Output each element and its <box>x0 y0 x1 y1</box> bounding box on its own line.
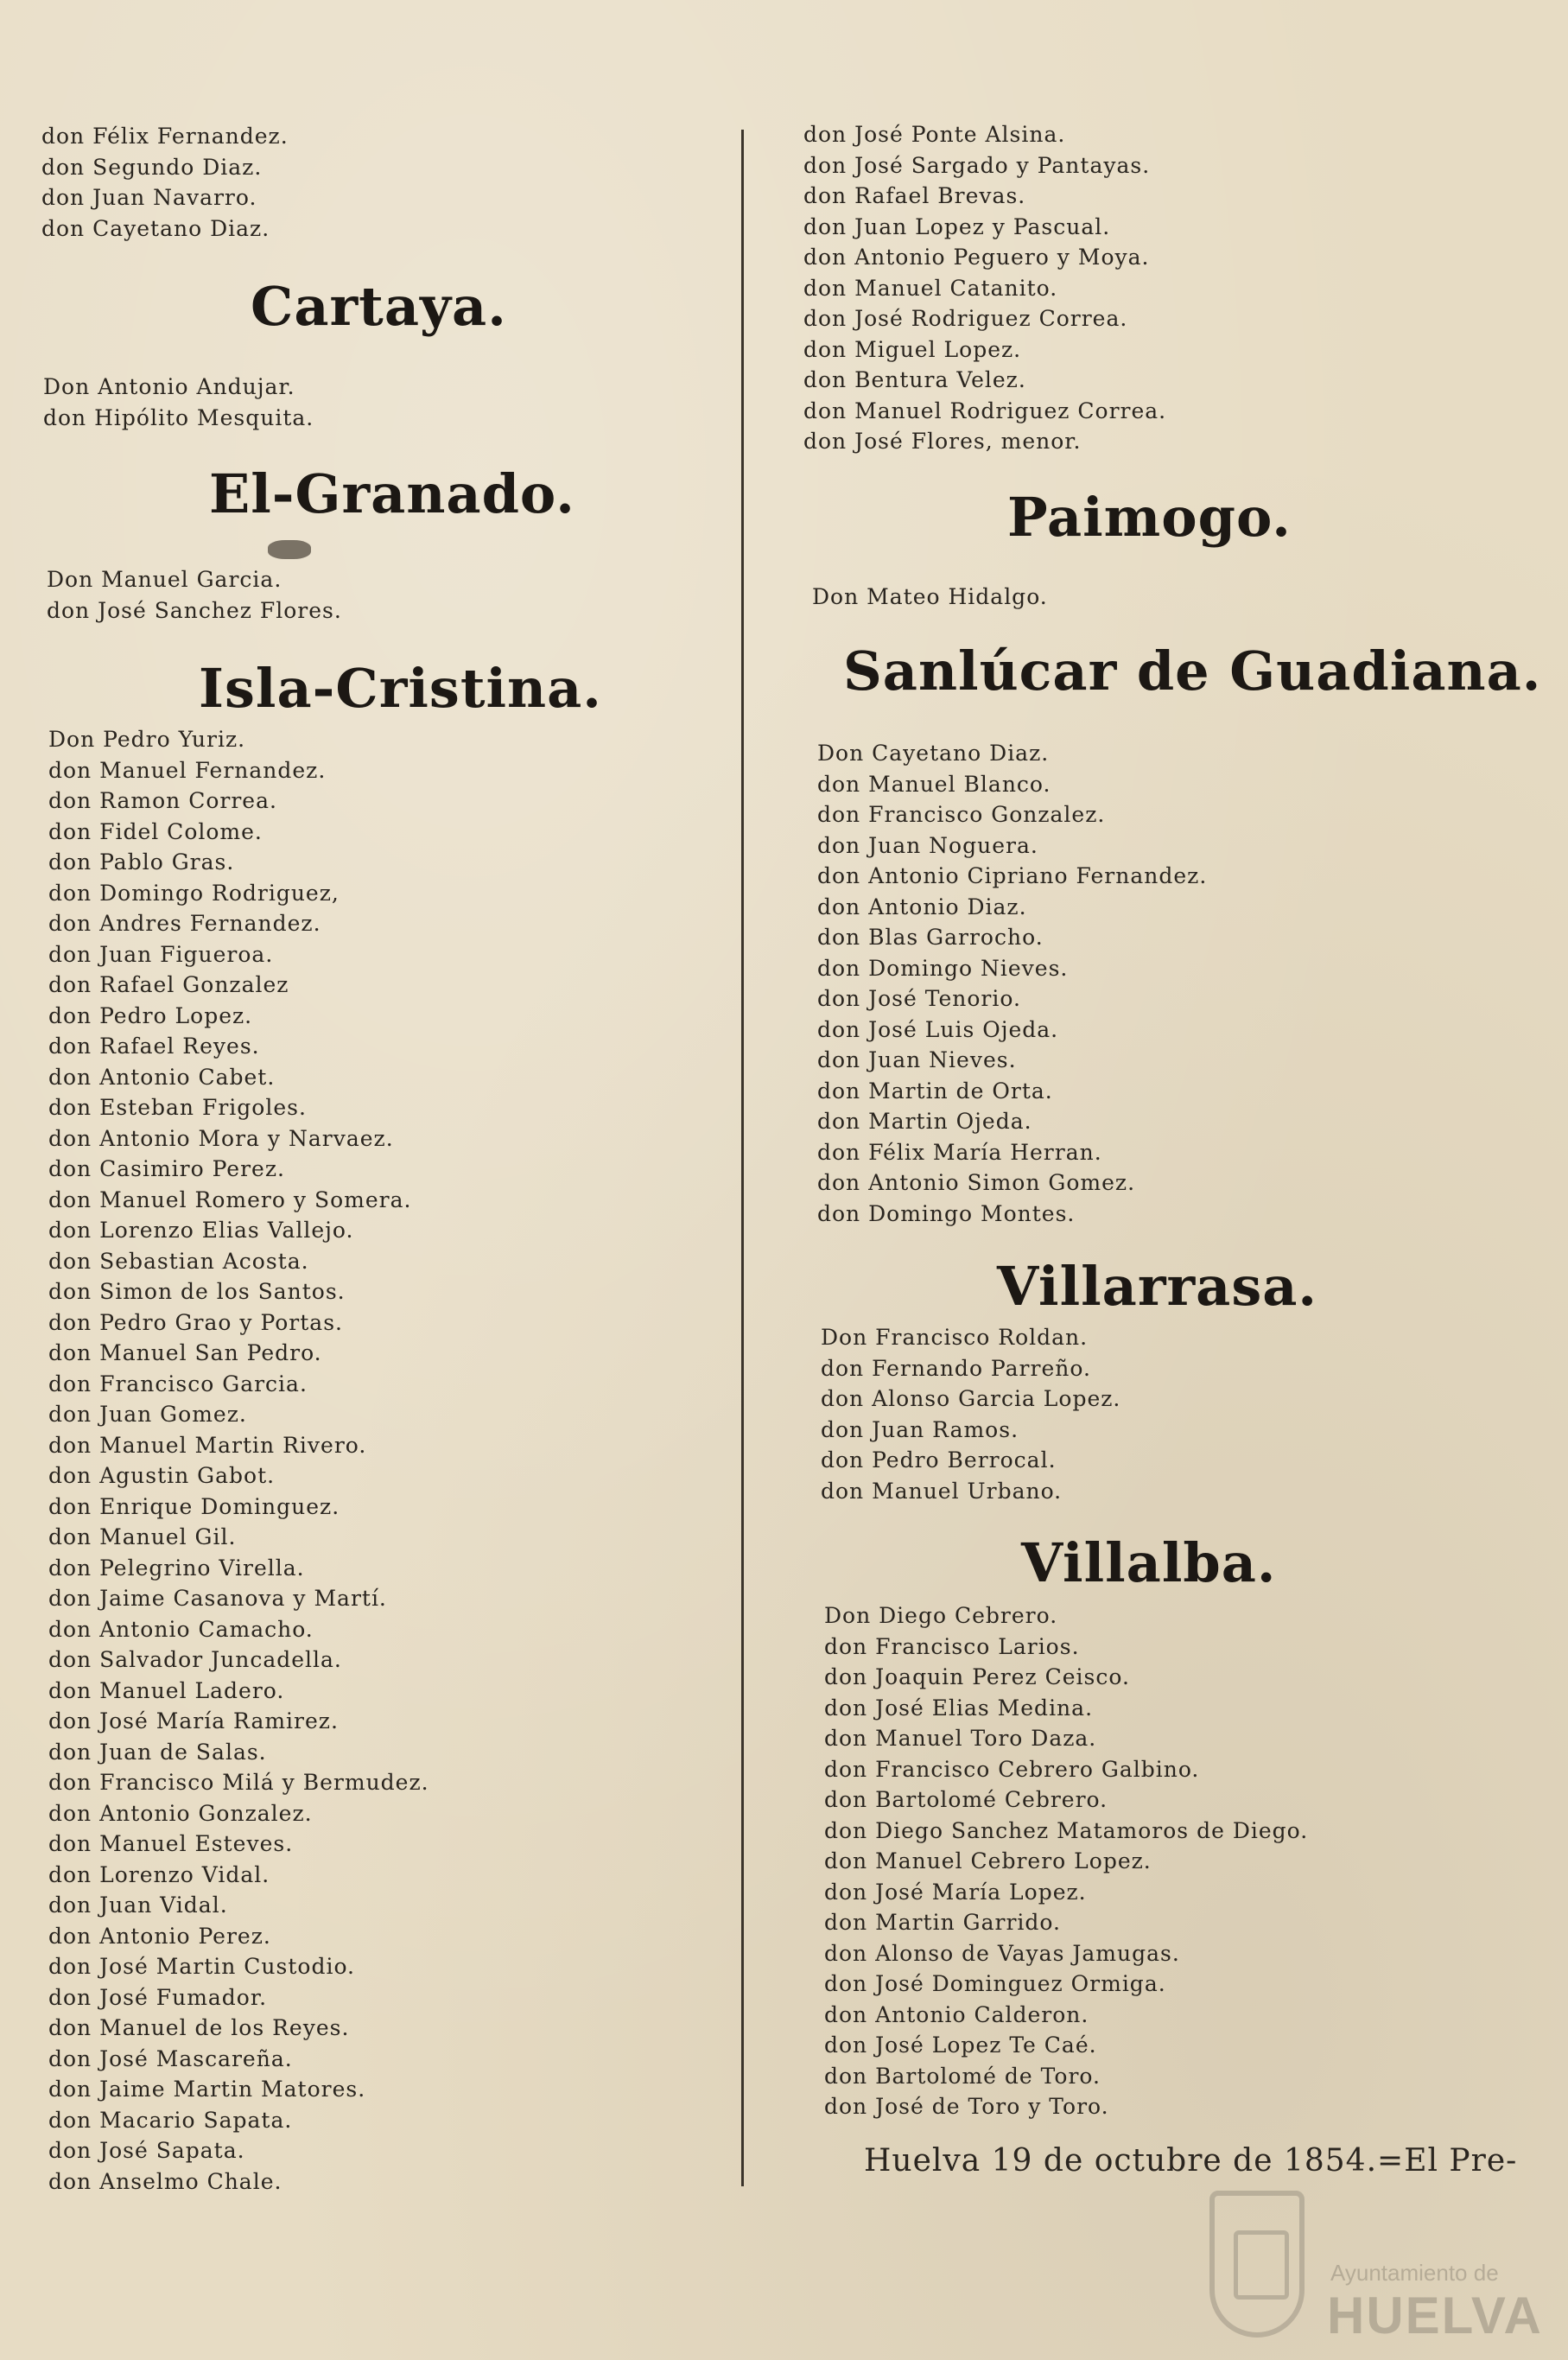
name-entry: don José Sargado y Pantayas. <box>803 152 1151 178</box>
name-entry: don Antonio Calderon. <box>824 2001 1089 2027</box>
name-entry: don José Rodriguez Correa. <box>803 306 1128 331</box>
name-list-top-left <box>41 121 289 244</box>
name-entry: don José Sanchez Flores. <box>47 597 342 623</box>
heading-cartaya: Cartaya. <box>251 275 507 338</box>
name-entry: don Manuel Rodriguez Correa. <box>803 398 1167 423</box>
name-entry: don Diego Sanchez Matamoros de Diego. <box>824 1817 1309 1843</box>
name-entry: don Félix Fernandez. <box>41 124 289 149</box>
name-entry: don Jaime Martin Matores. <box>48 2077 366 2102</box>
name-entry: don Antonio Cabet. <box>48 1064 276 1090</box>
name-entry: don Francisco Cebrero Galbino. <box>824 1756 1200 1782</box>
name-entry: don Hipólito Mesquita. <box>43 404 314 430</box>
name-entry: don José Dominguez Ormiga. <box>824 1971 1166 1996</box>
coat-of-arms-icon <box>1209 2191 1305 2338</box>
name-entry: don Antonio Simon Gomez. <box>817 1170 1136 1195</box>
name-entry: don José María Lopez. <box>824 1879 1087 1905</box>
name-entry: don Martin Garrido. <box>824 1910 1061 1935</box>
name-entry: don José Martin Custodio. <box>48 1954 356 1979</box>
name-list-paimogo <box>812 582 1048 613</box>
name-entry: don Enrique Dominguez. <box>48 1493 340 1519</box>
name-entry: don Simon de los Santos. <box>48 1279 346 1304</box>
name-entry: don Rafael Gonzalez <box>48 972 289 997</box>
watermark-line2: HUELVA <box>1327 2287 1543 2344</box>
heading-villarrasa: Villarrasa. <box>997 1255 1318 1318</box>
name-entry: don José Fumador. <box>48 1984 268 2010</box>
name-entry: don José Flores, menor. <box>803 429 1082 454</box>
name-entry: don Pedro Lopez. <box>48 1002 253 1028</box>
heading-villalba: Villalba. <box>1021 1531 1277 1594</box>
name-entry: don Juan de Salas. <box>48 1739 267 1765</box>
name-entry: don Manuel Romero y Somera. <box>48 1186 412 1212</box>
name-entry: don Lorenzo Vidal. <box>48 1861 270 1887</box>
name-entry: Don Pedro Yuriz. <box>48 727 246 752</box>
name-entry: don Salvador Juncadella. <box>48 1647 342 1672</box>
name-entry: don Juan Nieves. <box>817 1047 1017 1072</box>
name-entry: Don Antonio Andujar. <box>43 374 295 399</box>
name-entry: don Domingo Rodriguez, <box>48 880 340 906</box>
name-entry: don José Ponte Alsina. <box>803 122 1066 147</box>
name-entry: don Juan Navarro. <box>41 185 257 210</box>
name-entry: don Manuel Urbano. <box>821 1478 1063 1504</box>
name-entry: don Antonio Gonzalez. <box>48 1800 313 1826</box>
name-entry: don Macario Sapata. <box>48 2107 293 2133</box>
name-entry: don Manuel Blanco. <box>817 771 1051 797</box>
name-entry: don Bartolomé de Toro. <box>824 2063 1101 2089</box>
name-entry: don Domingo Montes. <box>817 1200 1076 1226</box>
name-list-villarrasa <box>821 1322 1120 1506</box>
name-entry: don José Mascareña. <box>48 2045 293 2071</box>
name-entry: don Bartolomé Cebrero. <box>824 1787 1108 1812</box>
name-entry: don Rafael Brevas. <box>803 183 1026 208</box>
name-entry: don Alonso de Vayas Jamugas. <box>824 1940 1180 1966</box>
archive-watermark <box>1209 2191 1555 2350</box>
name-entry: don Sebastian Acosta. <box>48 1248 309 1274</box>
name-entry: don Manuel Fernandez. <box>48 757 327 783</box>
name-entry: don Fidel Colome. <box>48 818 263 844</box>
heading-isla-cristina: Isla-Cristina. <box>199 657 602 720</box>
name-entry: don Manuel Catanito. <box>803 275 1058 301</box>
name-entry: don Fernando Parreño. <box>821 1355 1091 1381</box>
name-entry: don Juan Figueroa. <box>48 941 274 967</box>
name-list-el-granado <box>47 564 342 626</box>
column-divider <box>741 130 744 2186</box>
name-entry: don Antonio Cipriano Fernandez. <box>817 863 1208 888</box>
name-entry: don Miguel Lopez. <box>803 336 1022 362</box>
name-entry: don Anselmo Chale. <box>48 2168 282 2194</box>
name-entry: don Antonio Mora y Narvaez. <box>48 1125 394 1151</box>
name-entry: don Pedro Berrocal. <box>821 1447 1057 1473</box>
name-entry: don Antonio Peguero y Moya. <box>803 245 1150 270</box>
name-entry: don Bentura Velez. <box>803 367 1026 392</box>
name-entry: don Francisco Gonzalez. <box>817 802 1106 827</box>
heading-paimogo: Paimogo. <box>1007 486 1292 549</box>
name-entry: don Manuel Martin Rivero. <box>48 1432 367 1458</box>
name-entry: don Pablo Gras. <box>48 849 235 875</box>
name-entry: don Antonio Diaz. <box>817 894 1027 919</box>
name-list-sanlucar <box>817 738 1207 1229</box>
name-entry: Don Francisco Roldan. <box>821 1325 1089 1350</box>
name-entry: don José Luis Ojeda. <box>817 1016 1059 1042</box>
name-entry: don Manuel Gil. <box>48 1524 237 1549</box>
name-entry: don Pelegrino Virella. <box>48 1555 305 1581</box>
name-entry: don Juan Ramos. <box>821 1416 1019 1442</box>
name-entry: Don Diego Cebrero. <box>824 1603 1058 1628</box>
name-entry: don José Elias Medina. <box>824 1695 1094 1721</box>
name-entry: don Manuel San Pedro. <box>48 1340 322 1365</box>
name-entry: don Alonso Garcia Lopez. <box>821 1386 1121 1411</box>
name-list-villalba <box>824 1600 1308 2122</box>
name-entry: don José María Ramirez. <box>48 1708 339 1733</box>
name-entry: don Ramon Correa. <box>48 788 277 813</box>
name-entry: don Juan Gomez. <box>48 1402 247 1427</box>
heading-el-granado: El-Granado. <box>209 462 575 525</box>
name-entry: don Agustin Gabot. <box>48 1463 276 1488</box>
name-entry: don Félix María Herran. <box>817 1139 1102 1165</box>
name-entry: don Manuel Esteves. <box>48 1831 294 1856</box>
name-entry: don Juan Lopez y Pascual. <box>803 213 1111 239</box>
name-entry: don Pedro Grao y Portas. <box>48 1309 343 1335</box>
date-line: Huelva 19 de octubre de 1854.=El Pre- <box>864 2143 1518 2179</box>
watermark-line1: Ayuntamiento de <box>1330 2260 1499 2286</box>
name-entry: don Blas Garrocho. <box>817 925 1044 950</box>
name-entry: Don Cayetano Diaz. <box>817 741 1050 766</box>
name-list-top-right <box>803 119 1166 457</box>
name-entry: don Manuel Cebrero Lopez. <box>824 1848 1152 1873</box>
name-entry: don Andres Fernandez. <box>48 911 321 936</box>
name-entry: don Esteban Frigoles. <box>48 1095 307 1120</box>
name-entry: don Manuel Ladero. <box>48 1677 285 1703</box>
name-entry: don Juan Noguera. <box>817 832 1038 858</box>
ink-blot <box>268 540 311 559</box>
name-entry: don Cayetano Diaz. <box>41 215 270 241</box>
name-entry: don Casimiro Perez. <box>48 1156 285 1181</box>
name-entry: don Antonio Perez. <box>48 1923 271 1949</box>
name-entry: Don Mateo Hidalgo. <box>812 584 1048 609</box>
name-entry: don Martin Ojeda. <box>817 1109 1032 1134</box>
name-entry: don Francisco Milá y Bermudez. <box>48 1770 429 1795</box>
name-entry: don José Lopez Te Caé. <box>824 2032 1097 2058</box>
name-entry: don Manuel de los Reyes. <box>48 2015 350 2040</box>
name-entry: don Manuel Toro Daza. <box>824 1726 1097 1751</box>
name-entry: Don Manuel Garcia. <box>47 567 282 592</box>
name-entry: don José de Toro y Toro. <box>824 2094 1109 2119</box>
heading-sanlucar: Sanlúcar de Guadiana. <box>843 639 1542 703</box>
name-entry: don Domingo Nieves. <box>817 955 1069 981</box>
name-entry: don José Tenorio. <box>817 986 1021 1011</box>
name-list-isla-cristina <box>48 724 429 2197</box>
name-entry: don Rafael Reyes. <box>48 1034 260 1059</box>
name-entry: don Jaime Casanova y Martí. <box>48 1586 387 1611</box>
name-entry: don Antonio Camacho. <box>48 1616 314 1642</box>
name-entry: don Segundo Diaz. <box>41 154 263 180</box>
name-entry: don Francisco Garcia. <box>48 1371 308 1396</box>
name-entry: don José Sapata. <box>48 2138 245 2163</box>
name-entry: don Martin de Orta. <box>817 1078 1053 1104</box>
name-entry: don Joaquin Perez Ceisco. <box>824 1664 1130 1689</box>
name-entry: don Francisco Larios. <box>824 1633 1080 1659</box>
name-list-cartaya <box>43 372 314 433</box>
name-entry: don Juan Vidal. <box>48 1892 228 1918</box>
name-entry: don Lorenzo Elias Vallejo. <box>48 1218 354 1243</box>
